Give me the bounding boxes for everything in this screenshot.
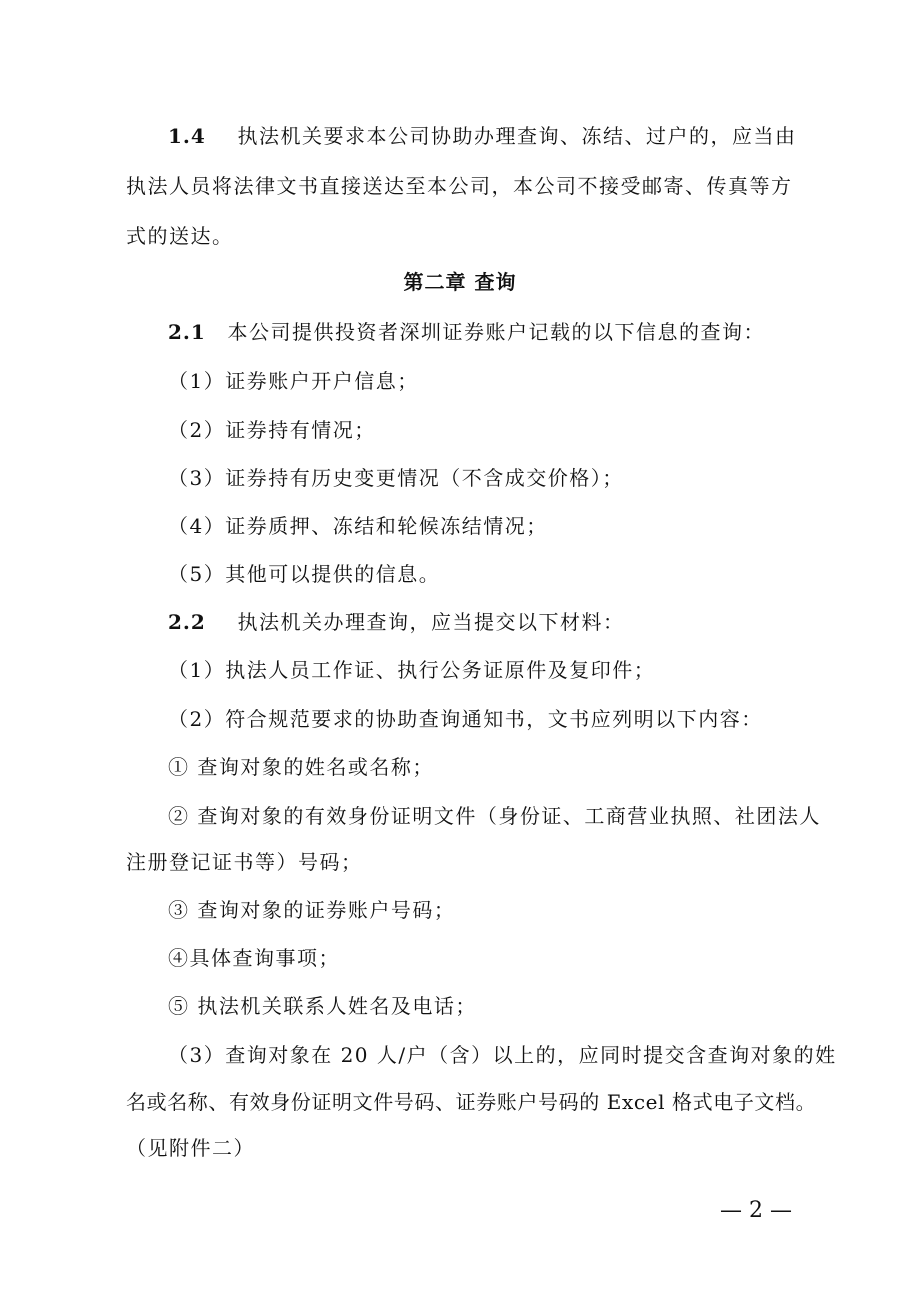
section-2-2-line <box>168 610 625 634</box>
section-2-2-text: 执法机关办理查询，应当提交以下材料： <box>237 610 625 634</box>
section-2-2-item-3-line-3: （见附件二） <box>126 1136 255 1160</box>
section-2-2-sub-2-line-1: ② 查询对象的有效身份证明文件（身份证、工商营业执照、社团法人 <box>168 804 821 828</box>
section-2-2-sub-5: ⑤ 执法机关联系人姓名及电话； <box>168 994 477 1018</box>
section-2-2-number: 2.2 <box>168 610 206 634</box>
section-1-4-number: 1.4 <box>168 124 206 148</box>
section-1-4-text-1: 执法机关要求本公司协助办理查询、冻结、过户的，应当由 <box>237 124 797 148</box>
section-2-2-sub-1: ① 查询对象的姓名或名称； <box>168 755 434 779</box>
chapter-2-title: 第二章 查询 <box>403 270 517 294</box>
section-2-1-item: （1）证券账户开户信息； <box>168 369 419 393</box>
section-2-2-item-3-line-1: （3）查询对象在 20 人/户（含）以上的，应同时提交含查询对象的姓 <box>168 1043 837 1067</box>
section-2-2-sub-4: ④具体查询事项； <box>168 946 340 970</box>
section-2-2-item-2: （2）符合规范要求的协助查询通知书，文书应列明以下内容： <box>168 707 763 731</box>
section-1-4-line-2: 执法人员将法律文书直接送达至本公司，本公司不接受邮寄、传真等方 <box>126 174 793 198</box>
section-2-2-item-3-line-2: 名或名称、有效身份证明文件号码、证券账户号码的 Excel 格式电子文档。 <box>126 1090 817 1114</box>
section-1-4-line-1 <box>168 124 797 148</box>
section-2-1-item: （4）证券质押、冻结和轮候冻结情况； <box>168 514 548 538</box>
section-2-2-sub-2-line-2: 注册登记证书等）号码； <box>126 850 363 874</box>
section-1-4-line-3: 式的送达。 <box>126 224 234 248</box>
page-number: — 2 — <box>720 1198 792 1223</box>
section-2-1-text: 本公司提供投资者深圳证券账户记载的以下信息的查询： <box>227 320 766 344</box>
section-2-1-item: （5）其他可以提供的信息。 <box>168 562 441 586</box>
section-2-1-item: （3）证券持有历史变更情况（不含成交价格）； <box>168 466 624 490</box>
section-2-1-line <box>168 320 765 344</box>
section-2-2-sub-3: ③ 查询对象的证券账户号码； <box>168 898 456 922</box>
section-2-1-item: （2）证券持有情况； <box>168 418 376 442</box>
section-2-2-item-1: （1）执法人员工作证、执行公务证原件及复印件； <box>168 658 656 682</box>
section-2-1-number: 2.1 <box>168 320 206 344</box>
